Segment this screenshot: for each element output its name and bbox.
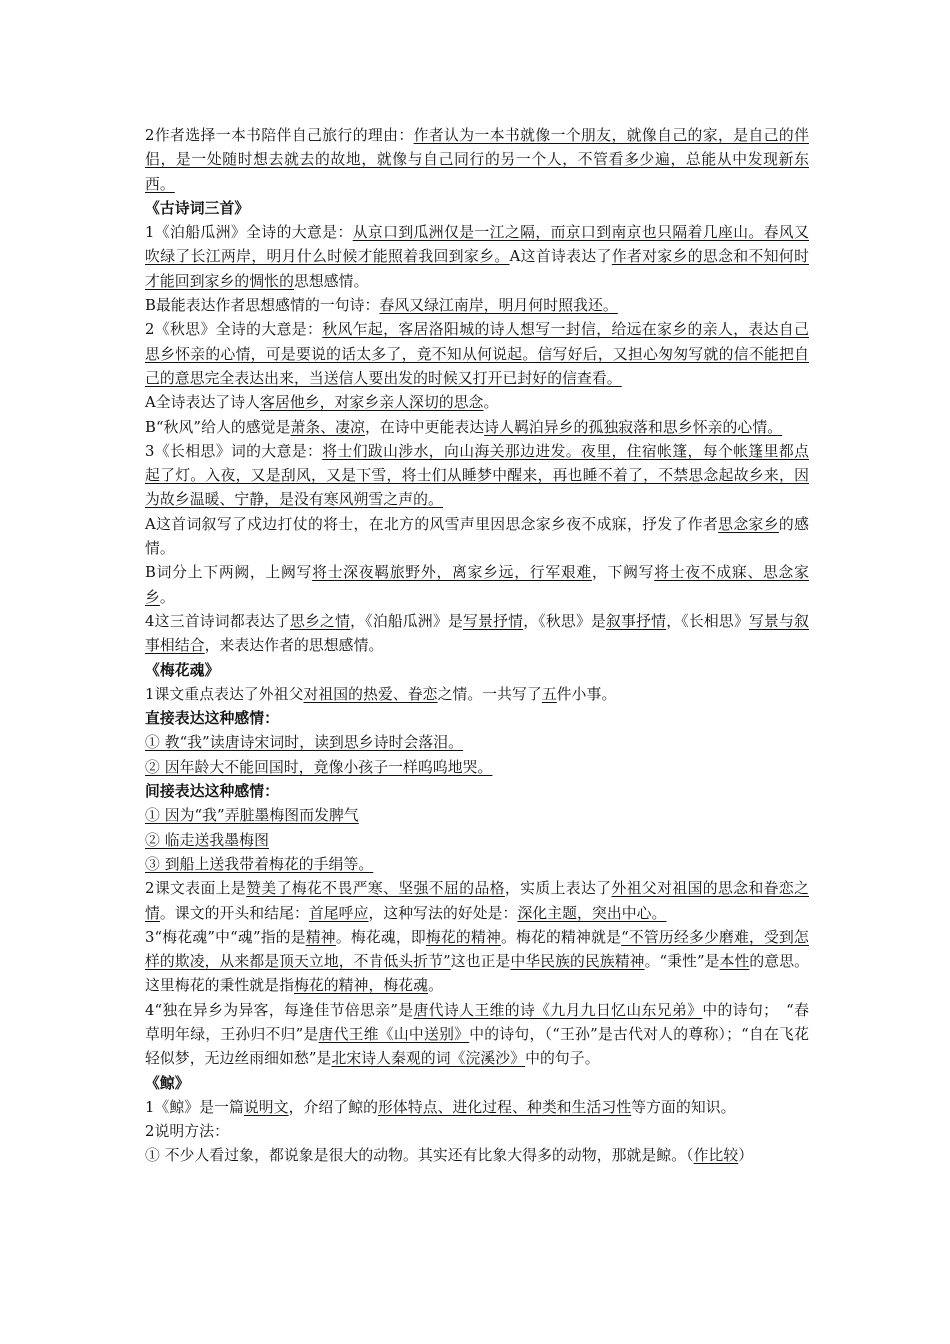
text-run: 之情。一共写了 bbox=[437, 685, 542, 703]
section-heading bbox=[145, 197, 809, 221]
paragraph bbox=[145, 1120, 809, 1144]
underlined-answer: 作者对家乡的思念和不知何时才能回到家乡的惆怅的 bbox=[145, 248, 809, 290]
text-run: A全诗表达了诗人 bbox=[145, 394, 261, 412]
underlined-answer: 作比较 bbox=[693, 1147, 739, 1165]
text-run: B最能表达作者思想感情的一句诗： bbox=[145, 297, 380, 315]
underlined-answer: 五 bbox=[541, 685, 557, 703]
paragraph bbox=[145, 440, 809, 513]
text-run: ，来表达作者的思想感情。 bbox=[204, 637, 384, 655]
section-heading bbox=[145, 1072, 809, 1096]
paragraph bbox=[145, 999, 809, 1072]
paragraph bbox=[145, 124, 809, 197]
text-run: 。“秉性”是 bbox=[644, 953, 720, 971]
underlined-answer: 唐代诗人王维的诗《九月九日忆山东兄弟》 bbox=[413, 1001, 703, 1019]
text-run: 直接表达这种感情： bbox=[145, 710, 280, 728]
underlined-answer: 春风又绿江南岸，明月何时照我还。 bbox=[379, 297, 618, 315]
underlined-answer: 写景与叙事相结合 bbox=[145, 612, 810, 655]
text-run: 。 bbox=[159, 588, 175, 606]
text-run: 中的诗句，（“王孙”是古代对人的尊称）；“自在飞花轻似梦，无边丝雨细如愁”是 bbox=[145, 1025, 809, 1068]
paragraph bbox=[145, 926, 809, 999]
text-run: ，实质上表达了 bbox=[504, 880, 612, 898]
paragraph bbox=[145, 610, 809, 659]
paragraph bbox=[145, 294, 809, 318]
underlined-answer: ③ 到船上送我带着梅花的手绢等。 bbox=[145, 855, 374, 873]
paragraph bbox=[145, 756, 809, 780]
underlined-answer: 诗人羁泊异乡的孤独寂落和思乡怀亲的心情。 bbox=[484, 418, 783, 436]
underlined-answer: ① 教“我”读唐诗宋词时，读到思乡诗时会落泪。 bbox=[145, 734, 464, 752]
text-run: 《鲸》 bbox=[145, 1074, 190, 1092]
underlined-answer: ② 临走送我墨梅图 bbox=[145, 831, 269, 849]
section-heading bbox=[145, 659, 809, 683]
text-run: 中的句子。 bbox=[525, 1050, 600, 1068]
underlined-answer: 将士们跋山涉水，向山海关那边进发。夜里，住宿帐篷，每个帐篷里都点起了灯。入夜，又是刮风，又是下雪，将士们从睡梦中醒来，再也睡不着了，不禁思念起故乡来，因为故乡温暖、宁静，是没有寒风朔雪之声的。 bbox=[145, 442, 809, 509]
paragraph bbox=[145, 561, 809, 610]
text-run: 。 bbox=[483, 394, 499, 412]
underlined-answer: 萧条、凄凉 bbox=[290, 418, 365, 436]
underlined-answer: 赞美了梅花不畏严寒、坚强不屈的品格 bbox=[246, 880, 505, 898]
underlined-answer: ① 因为“我”弄脏墨梅图而发脾气 bbox=[145, 807, 359, 825]
text-run: B“秋风”给人的感觉是 bbox=[145, 418, 291, 436]
text-run: 4这三首诗词都表达了 bbox=[145, 612, 290, 630]
underlined-answer: 梅花的精神，梅花魂 bbox=[293, 977, 429, 995]
text-run: A这首诗表达了 bbox=[509, 248, 612, 266]
underlined-answer: 叙事抒情 bbox=[606, 612, 667, 630]
underlined-answer: 中华民族的民族精神 bbox=[510, 953, 645, 971]
paragraph bbox=[145, 221, 809, 294]
underlined-answer: 外祖父对祖国的思念和眷恋之情 bbox=[145, 880, 810, 922]
text-run: 2作者选择一本书陪伴自己旅行的理由： bbox=[145, 127, 414, 144]
text-run: 。梅花魂，即 bbox=[335, 928, 426, 946]
text-run: ① 不少人看过象，都说象是很大的动物。其实还有比象大得多的动物，那就是鲸。（ bbox=[145, 1147, 694, 1165]
text-run: ，介绍了鲸的 bbox=[288, 1098, 378, 1116]
text-run: 1《泊船瓜洲》全诗的大意是： bbox=[145, 224, 353, 242]
underlined-answer: 作者认为一本书就像一个朋友，就像自己的家，是自己的伴侣，是一处随时想去就去的故地，就像与自己同行的另一个人，不管看多少遍，总能从中发现新东西。 bbox=[145, 127, 809, 193]
paragraph bbox=[145, 1096, 809, 1120]
text-run: ，这种写法的好处是： bbox=[368, 904, 518, 922]
text-run: 《古诗词三首》 bbox=[145, 199, 250, 217]
text-run: 3《长相思》词的大意是： bbox=[145, 442, 323, 460]
text-run: 件小事。 bbox=[556, 685, 617, 703]
underlined-answer: 秋风乍起，客居洛阳城的诗人想写一封信，给远在家乡的亲人，表达自己思乡怀亲的心情，可是要说的话太多了，竟不知从何说起。信写好后，又担心匆匆写就的信不能把自己的意思完全表达出来，当送信人要出发的时候又打开已封好的信查看。 bbox=[145, 321, 809, 387]
underlined-answer: ② 因年龄大不能回国时，竟像小孩子一样呜呜地哭。 bbox=[145, 758, 493, 776]
text-run: ，在诗中更能表达 bbox=[364, 418, 485, 436]
underlined-answer: 客居他乡，对家乡亲人深切的思念 bbox=[260, 394, 484, 412]
text-run: ，《长相思》 bbox=[666, 612, 750, 630]
text-run: ，《秋思》是 bbox=[523, 612, 607, 630]
text-run: 2课文表面上是 bbox=[145, 880, 247, 898]
text-run: ，下阙写 bbox=[591, 564, 655, 582]
underlined-answer: 首尾呼应 bbox=[308, 904, 369, 922]
underlined-answer: 深化主题，突出中心。 bbox=[517, 904, 667, 922]
paragraph bbox=[145, 804, 809, 828]
underlined-answer: 本性 bbox=[719, 953, 750, 971]
text-run: 。 bbox=[428, 977, 443, 995]
text-run: 2《秋思》全诗的大意是： bbox=[145, 321, 323, 339]
text-run: 这也正是 bbox=[450, 953, 511, 971]
text-run: 的意思。这里梅花的秉性就是指 bbox=[145, 953, 810, 995]
underlined-answer: 对祖国的热爱、眷恋 bbox=[303, 685, 438, 703]
text-run: 1课文重点表达了外祖父 bbox=[145, 685, 304, 703]
underlined-answer: 思念家乡 bbox=[718, 515, 779, 533]
text-run: 2说明方法： bbox=[145, 1123, 229, 1141]
text-run: 1《鲸》是一篇 bbox=[145, 1098, 244, 1116]
text-run: ） bbox=[738, 1147, 754, 1165]
underlined-answer: 形体特点、进化过程、种类和生活习性 bbox=[378, 1098, 632, 1116]
paragraph bbox=[145, 877, 809, 926]
section-heading bbox=[145, 707, 809, 731]
underlined-answer: 思乡之情 bbox=[289, 612, 351, 630]
paragraph bbox=[145, 683, 809, 707]
underlined-answer: 梅花的精神 bbox=[425, 928, 501, 946]
text-run: 3“梅花魂”中“魂”指的是 bbox=[145, 928, 306, 946]
text-run: 思想感情。 bbox=[293, 272, 369, 290]
text-run: 4“独在异乡为异客，每逢佳节倍思亲”是 bbox=[145, 1001, 414, 1019]
text-run: B词分上下两阙，上阙写 bbox=[145, 564, 313, 582]
text-run: 间接表达这种感情： bbox=[145, 783, 280, 801]
paragraph bbox=[145, 1144, 809, 1168]
text-run: A这首词叙写了戍边打仗的将士，在北方的风雪声里因思念家乡夜不成寐，抒发了作者 bbox=[145, 515, 719, 533]
underlined-answer: 唐代王维《山中送别》 bbox=[318, 1025, 470, 1043]
text-run: 等方面的知识。 bbox=[631, 1098, 736, 1116]
text-run: 《梅花魂》 bbox=[145, 661, 220, 679]
text-run: 中的诗句； “春草明年绿，王孙归不归”是 bbox=[145, 1001, 810, 1043]
underlined-answer: 说明文 bbox=[243, 1098, 289, 1116]
section-heading bbox=[145, 780, 809, 804]
text-run: 的感情。 bbox=[145, 515, 809, 558]
paragraph bbox=[145, 731, 809, 755]
paragraph bbox=[145, 318, 809, 391]
underlined-answer: 从京口到瓜洲仅是一江之隔，而京口到南京也只隔着几座山。春风又吹绿了长江两岸，明月什么时候才能照着我回到家乡。 bbox=[145, 224, 809, 266]
underlined-answer: 写景抒情 bbox=[463, 612, 524, 630]
underlined-answer: 将士夜不成寐、思念家乡 bbox=[145, 564, 809, 606]
paragraph bbox=[145, 391, 809, 415]
underlined-answer: 精神 bbox=[305, 928, 336, 946]
paragraph bbox=[145, 513, 809, 562]
paragraph bbox=[145, 416, 809, 440]
underlined-answer: “不管历经多少磨难，受到怎样的欺凌，从来都是顶天立地，不肯低头折节” bbox=[145, 928, 809, 971]
underlined-answer: 北宋诗人秦观的词《浣溪沙》 bbox=[331, 1050, 526, 1068]
text-run: 。课文的开头和结尾： bbox=[159, 904, 309, 922]
paragraph bbox=[145, 829, 809, 853]
underlined-answer: 将士深夜羁旅野外，离家乡远，行军艰难 bbox=[312, 564, 592, 582]
document-page bbox=[145, 124, 809, 1169]
text-run: 。梅花的精神就是 bbox=[500, 928, 622, 946]
text-run: ，《泊船瓜洲》是 bbox=[350, 612, 464, 630]
paragraph bbox=[145, 853, 809, 877]
